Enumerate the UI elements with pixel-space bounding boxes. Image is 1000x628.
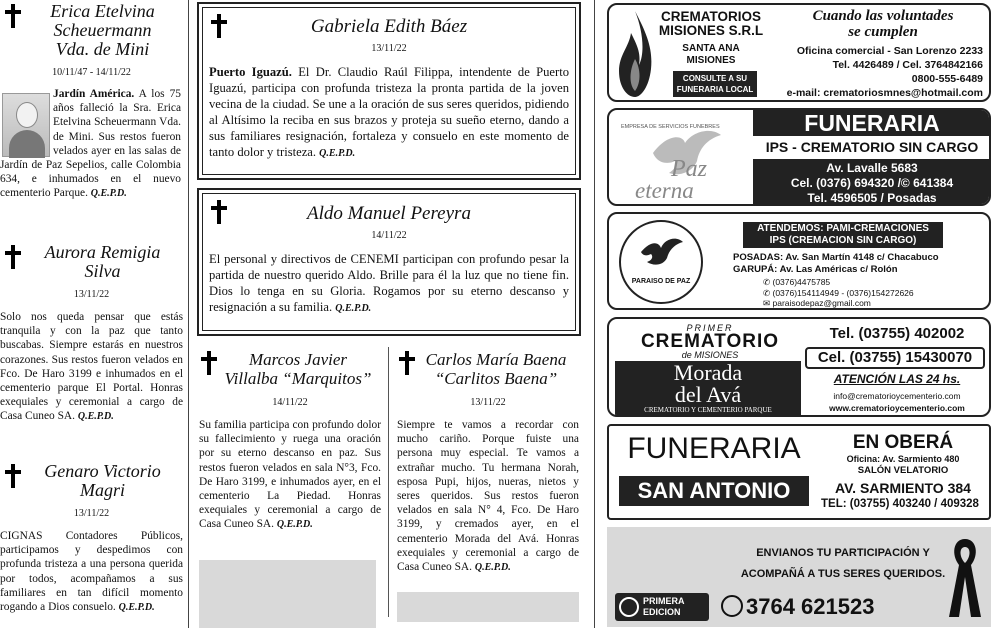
email-line: info@crematorioycementerio.com bbox=[833, 391, 961, 401]
cross-icon bbox=[5, 245, 21, 269]
mourning-ribbon-icon bbox=[945, 535, 985, 621]
deceased-photo bbox=[2, 93, 50, 157]
obituary-date: 13/11/22 bbox=[73, 289, 110, 300]
logo-text: PARAISO DE PAZ bbox=[631, 278, 691, 285]
office-line: Oficina: Av. Sarmiento 480 bbox=[846, 454, 960, 464]
tel-line: TEL: (03755) 403240 / 409328 bbox=[821, 498, 979, 510]
crematorio-label: CREMATORIO bbox=[640, 331, 780, 352]
deceased-name: Aldo Manuel Pereyra bbox=[307, 203, 471, 224]
obituary-dates: 10/11/47 - 14/11/22 bbox=[52, 67, 131, 78]
web-line: www.crematorioycementerio.com bbox=[829, 403, 965, 413]
deceased-name: Genaro Victorio Magri bbox=[44, 461, 161, 500]
obituary-text: El personal y directivos de CENEMI participan con profundo pesar la partida de nuestro querido Aldo. Brille para él la luz que no tiene fin. Dios lo tenga en su Gloria. Rogamos por su eterno descanso y resignación a su familia. Q.E.P.D. bbox=[209, 252, 569, 314]
cross-icon bbox=[211, 14, 227, 38]
ad-paraiso-de-paz[interactable] bbox=[607, 212, 991, 310]
framed-obituary-notice bbox=[197, 188, 581, 336]
salon-line: SALÓN VELATORIO bbox=[857, 465, 949, 476]
ad-crematorios-misiones[interactable] bbox=[607, 3, 991, 102]
ad-message: ENVIANOS TU PARTICIPACIÓN Y ACOMPAÑÁ A TUS SERES QUERIDOS. bbox=[740, 547, 946, 580]
misiones-label: de MISIONES bbox=[681, 350, 739, 360]
obituary-text: Solo nos queda pensar que estás tranquila y con la paz que tanto buscabas. Siempre estarás en nuestros corazones. Sus restos fueron velados en Fco. De Haro 3199 e inhumados en el cementerio parque El Portal. Honras exequiales y ceremonial a cargo de Casa Cuneo SA. Q.E.P.D. bbox=[0, 311, 183, 423]
obituary-text: Siempre te vamos a recordar con mucho cariño. Porque fuiste una persona muy especial. Te vamos a extrañar mucho. Tu hermana Norah, esposa Pupi, hijos, nueras, nietos y seres queridos. Sus restos fueron velados en sala N° 4, Fco. De Haro 3199, y cremados ayer, en el cementerio Morada del Avá. Honras exequiales y ceremonial a cargo de Casa Cuneo SA. Q.E.P.D. bbox=[397, 419, 579, 574]
contact-block: Av. Lavalle 5683 Cel. (0376) 694320 /© 641384 Tel. 4596505 / Posadas bbox=[753, 159, 991, 206]
brand-location: SANTA ANA MISIONES bbox=[682, 43, 740, 66]
obituary-notice bbox=[0, 0, 183, 202]
obituary-column-2 bbox=[195, 0, 585, 628]
brand-logo: PRIMERA EDICION bbox=[615, 593, 709, 621]
services-banner: ATENDEMOS: PAMI-CREMACIONES IPS (CREMACION SIN CARGO) bbox=[743, 222, 943, 248]
contact-details: Oficina comercial - San Lorenzo 2233 Tel. 4426489 / Cel. 3764842166 0800-555-6489 e-mail: crematoriosmnes@hotmail.com bbox=[786, 45, 983, 99]
ad-funeraria-paz-eterna[interactable] bbox=[607, 108, 991, 206]
ad-title: FUNERARIA bbox=[627, 432, 801, 465]
obituary-column-1 bbox=[0, 0, 183, 628]
deceased-name: Erica Etelvina Scheuermann Vda. de Mini bbox=[50, 1, 155, 59]
column-divider bbox=[188, 0, 189, 628]
obituary-text: CIGNAS Contadores Públicos, participamos y despedimos con profunda tristeza a una persona querida por todos, acompañamos a sus familiares en tan difícil momento rogando a Dios consuelo. Q.E.P.D. bbox=[0, 530, 183, 614]
ad-primera-edicion[interactable] bbox=[607, 527, 991, 627]
addresses: POSADAS: Av. San Martín 4148 c/ Chacabuco GARUPÁ: Av. Las Américas c/ Rolón bbox=[733, 252, 939, 275]
dove-icon bbox=[637, 234, 687, 270]
obituary-text: Jardín América. A los 75 años falleció la Sra. Erica Etelvina Scheuermann Vda. de Mini. Sus restos fueron velados ayer en las salas de Jardín de Paz Sepelios, calle Colombia 634, e inhumados en el nuevo cementerio Parque. Q.E.P.D. bbox=[0, 88, 181, 200]
ad-morada-del-ava[interactable] bbox=[607, 317, 991, 417]
obituary-date: 14/11/22 bbox=[272, 397, 308, 408]
cross-icon bbox=[201, 351, 217, 375]
consult-badge: CONSULTE A SU FUNERARIA LOCAL bbox=[673, 71, 757, 97]
address-line: AV. SARMIENTO 384 bbox=[835, 480, 971, 496]
cross-icon bbox=[5, 4, 21, 28]
phone-icon: ✆ bbox=[763, 287, 773, 298]
gray-fill-block bbox=[199, 560, 376, 628]
brand-name: CREMATORIOS MISIONES S.R.L bbox=[658, 9, 764, 38]
cross-icon bbox=[399, 351, 415, 375]
cel-line: Cel. (03755) 15430070 bbox=[805, 347, 985, 369]
phone-icon: ✆ bbox=[763, 277, 773, 287]
obituary-date: 13/11/22 bbox=[371, 43, 407, 54]
column-divider bbox=[594, 0, 595, 628]
logo-text: Paz eterna bbox=[635, 156, 707, 203]
framed-obituary-notice bbox=[197, 2, 581, 180]
obituary-date: 13/11/22 bbox=[73, 508, 110, 519]
ad-subtitle: SAN ANTONIO bbox=[619, 476, 809, 506]
ad-funeraria-san-antonio[interactable] bbox=[607, 424, 991, 520]
deceased-name: Gabriela Edith Báez bbox=[310, 16, 468, 37]
deceased-name: Aurora Remigia Silva bbox=[44, 242, 161, 281]
gray-fill-block bbox=[397, 592, 579, 622]
obituary-text: Puerto Iguazú. El Dr. Claudio Raúl Filippa, intendente de Puerto Iguazú, participa con profunda tristeza la pronta partida de la joven vecina de la ciudad. Se une a la oración de sus seres queridos, pidiendo al Altísimo la reciba en sus brazos y proteja su sueño eterno, dando a sus familiares resignación, fortaleza y consuelo en este momento de tanto dolor y tristeza. Q.E.P.D. bbox=[209, 65, 569, 159]
slogan: Cuando las voluntades se cumplen bbox=[812, 8, 954, 40]
brand-emblem-icon bbox=[619, 597, 639, 617]
whatsapp-icon bbox=[721, 595, 743, 617]
inner-divider bbox=[388, 347, 389, 617]
ad-subtitle: IPS - CREMATORIO SIN CARGO bbox=[765, 139, 979, 155]
obituary-notice bbox=[397, 347, 579, 575]
obituary-notice bbox=[0, 460, 183, 615]
phone-list: ✆ (0376)4475785 ✆ (0376)154114949 - (0376)154272626 ✉ paraisodepaz@gmail.com bbox=[763, 277, 914, 308]
flame-logo-icon bbox=[615, 9, 655, 99]
obituary-text: Su familia participa con profundo dolor su fallecimiento y ruega una oración por su eterno descanso en paz. Sus restos fueron velados en sala N°3, Fco. De Haro 3199, e inhumados ayer, en el cementerio La Piedad. Honras exequiales y ceremonial a cargo de Casa Cuneo SA. Q.E.P.D. bbox=[199, 419, 381, 531]
deceased-name: Carlos María Baena “Carlitos Baena” bbox=[425, 350, 567, 388]
logo-caption: EMPRESA DE SERVICIOS FUNEBRES bbox=[621, 124, 720, 130]
mail-icon: ✉ bbox=[763, 298, 773, 308]
logo-circle bbox=[619, 220, 703, 304]
attention-line: ATENCIÓN LAS 24 hs. bbox=[833, 372, 961, 386]
cross-icon bbox=[211, 200, 227, 224]
city-label: EN OBERÁ bbox=[852, 432, 954, 453]
obituary-date: 13/11/22 bbox=[470, 397, 506, 408]
phone-number: 3764 621523 bbox=[721, 593, 874, 621]
obituary-notice bbox=[199, 347, 381, 533]
ad-title: FUNERARIA bbox=[753, 110, 991, 136]
primer-label: PRIMER bbox=[686, 323, 734, 333]
deceased-name: Marcos Javier Villalba “Marquitos” bbox=[224, 350, 372, 388]
morada-logo: Morada del Avá CREMATORIO Y CEMENTERIO PARQUE bbox=[615, 361, 801, 415]
obituary-date: 14/11/22 bbox=[371, 230, 407, 241]
tel-line: Tel. (03755) 402002 bbox=[829, 325, 965, 342]
cross-icon bbox=[5, 464, 21, 488]
obituary-notice bbox=[0, 241, 183, 425]
